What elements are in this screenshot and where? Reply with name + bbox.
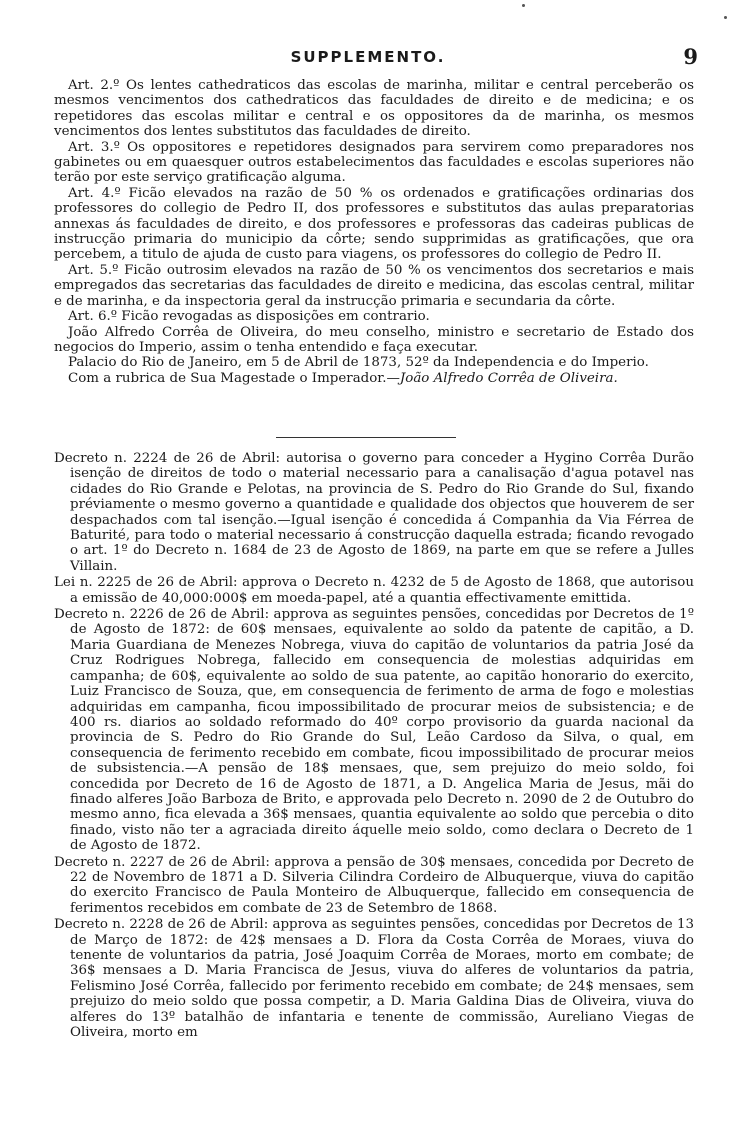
section-divider bbox=[276, 437, 456, 438]
closing-paragraph: João Alfredo Corrêa de Oliveira, do meu conselho, ministro e secretario de Estado dos negocios do Imperio, assim o tenha entendido e faça executar. bbox=[54, 324, 694, 355]
decree-entry: Lei n. 2225 de 26 de Abril: approva o Decreto n. 4232 de 5 de Agosto de 1868, que autorisou a emissão de 40,000:000$ em moeda-papel, até a quantia effectivamente emittida. bbox=[54, 575, 694, 606]
page-header bbox=[0, 44, 736, 70]
closing-paragraph: Palacio do Rio de Janeiro, em 5 de Abril de 1873, 52º da Independencia e do Imperio. bbox=[68, 355, 649, 371]
rubrica-line bbox=[54, 371, 694, 386]
page-title: SUPPLEMENTO. bbox=[290, 48, 446, 66]
article-paragraph: Art. 4.º Ficão elevados na razão de 50 % os ordenados e gratificações ordinarias dos professores do collegio de Pedro II, dos professores e substitutos das aulas preparatorias annexas ás faculdades de direito, e dos professores e professoras das cadeiras publicas de instrucção primaria do municipio da côrte; sendo supprimidas as gratificações, que ora percebem, a titulo de ajuda de custo para viagens, os professores do collegio de Pedro II. bbox=[54, 185, 694, 263]
decree-entry: Decreto n. 2227 de 26 de Abril: approva a pensão de 30$ mensaes, concedida por Decreto de 22 de Novembro de 1871 a D. Silveria Cilindra Cordeiro de Albuquerque, viuva do capitão do exercito Francisco de Paula Monteiro de Albuquerque, fallecido em consequencia de ferimentos recebidos em combate de 23 de Setembro de 1868. bbox=[54, 854, 694, 916]
page-number: 9 bbox=[683, 44, 698, 69]
decree-entry: Decreto n. 2228 de 26 de Abril: approva as seguintes pensões, concedidas por Decretos de 13 de Março de 1872: de 42$ mensaes a D. Flora da Costa Corrêa de Moraes, viuva do tenente de voluntarios da patria, José Joaquim Corrêa de Moraes, morto em combate; de 36$ mensaes a D. Maria Francisca de Jesus, viuva do alferes de voluntarios da patria, Felismino José Corrêa, fallecido por ferimento recebido em combate; de 24$ mensaes, sem prejuizo do meio soldo que possa competir, a D. Maria Galdina Dias de Oliveira, viuva do alferes do 13º batalhão de infantaria e tenente de commissão, Aureliano Viegas de Oliveira, morto em bbox=[54, 917, 694, 1041]
article-paragraph: Art. 2.º Os lentes cathedraticos das escolas de marinha, militar e central perceberão os mesmos vencimentos dos cathedraticos das faculdades de direito e de medicina; e os repetidores das escolas militar e central e os oppositores da de marinha, os mesmos vencimentos dos lentes substitutos das faculdades de direito. bbox=[54, 78, 694, 140]
print-speck bbox=[522, 4, 525, 7]
decree-entry: Decreto n. 2224 de 26 de Abril: autorisa o governo para conceder a Hygino Corrêa Durão isenção de direitos de todo o material necessario para a canalisação d'agua potavel nas cidades do Rio Grande e Pelotas, na provincia de S. Pedro do Rio Grande do Sul, fixando préviamente o mesmo governo a quantidade e qualidade dos objectos que houverem de ser despachados com tal isenção.—Igual isenção é concedida á Companhia da Via Férrea de Baturité, para todo o material necessario á construcção daquella estrada; ficando revogado o art. 1º do Decreto n. 1684 de 23 de Agosto de 1869, na parte em que se refere a Julles Villain. bbox=[54, 451, 694, 574]
article-paragraph: Art. 6.º Ficão revogadas as disposições em contrario. bbox=[68, 309, 430, 325]
rubrica-text: Com a rubrica de Sua Magestade o Imperador.— bbox=[68, 370, 400, 386]
minister-signature: João Alfredo Corrêa de Oliveira. bbox=[399, 370, 618, 386]
article-paragraph: Art. 3.º Os oppositores e repetidores designados para servirem como preparadores nos gabinetes ou em quaesquer outros estabelecimentos das faculdades e escolas superiores não terão por este serviço gratificação alguma. bbox=[54, 139, 694, 186]
decree-articles-block bbox=[54, 78, 694, 386]
article-paragraph: Art. 5.º Ficão outrosim elevados na razão de 50 % os vencimentos dos secretarios e mais empregados das secretarias das faculdades de direito e medicina, das escolas central, militar e de marinha, e da inspectoria geral da instrucção primaria e secundaria da côrte. bbox=[54, 262, 694, 309]
print-speck bbox=[724, 16, 727, 19]
decree-list bbox=[54, 450, 694, 1040]
decree-entry: Decreto n. 2226 de 26 de Abril: approva as seguintes pensões, concedidas por Decretos de 1º de Agosto de 1872: de 60$ mensaes, equivalente ao soldo da patente de capitão, a D. Maria Guardiana de Menezes Nobrega, viuva do capitão de voluntarios da patria José da Cruz Rodrigues Nobrega, fallecido em consequencia de molestias adquiridas em campanha; de 60$, equivalente ao soldo de sua patente, ao capitão honorario do exercito, Luiz Francisco de Souza, que, em consequencia de ferimento de arma de fogo e molestias adquiridas em campanha, ficou impossibilitado de procurar meios de subsistencia; e de 400 rs. diarios ao soldado reformado do 40º corpo provisorio da guarda nacional da provincia de S. Pedro do Rio Grande do Sul, Leão Cardoso da Silva, o qual, em consequencia de ferimento recebido em combate, ficou impossibilitado de procurar meios de subsistencia.—A pensão de 18$ mensaes, que, sem prejuizo do meio soldo, foi concedida por Decreto de 16 de Agosto de 1871, a D. Angelica Maria de Jesus, mãi do finado alferes João Barboza de Brito, e approvada pelo Decreto n. 2090 de 2 de Outubro do mesmo anno, fica elevada a 36$ mensaes, quantia equivalente ao soldo que percebia o dito finado, visto não ter a agraciada direito áquelle meio soldo, como declara o Decreto de 1 de Agosto de 1872. bbox=[54, 607, 694, 854]
